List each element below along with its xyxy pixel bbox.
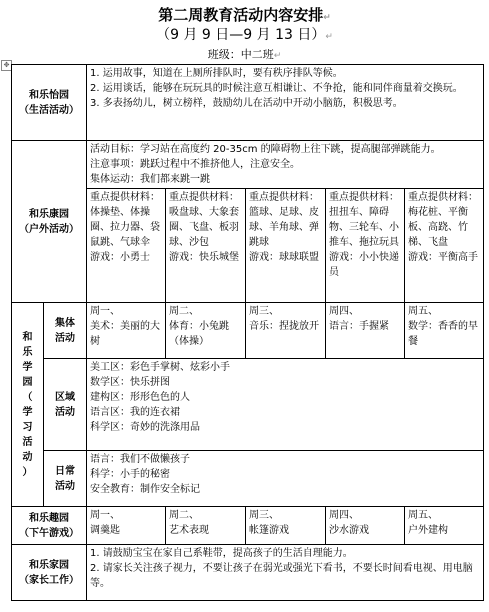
games-day-cell [326, 507, 405, 545]
family-section-label [12, 545, 87, 601]
games-section-label [12, 507, 87, 545]
games-name: 和乐趣园 [29, 512, 69, 524]
outdoor-column [326, 189, 405, 303]
games-day-cell [87, 507, 166, 545]
title-text: 第二周教育活动内容安排 [158, 6, 324, 24]
outdoor-subname: （户外活动） [19, 223, 79, 235]
learning-name-char: 园 [22, 376, 33, 388]
family-content [87, 545, 484, 601]
day-content: 艺术表现 [169, 525, 209, 536]
learning-name-char: 学 [22, 361, 33, 373]
group-activity-label [44, 303, 87, 359]
day-label: 周三、 [249, 510, 279, 521]
life-item: 2. 运用谈话，能够在玩玩具的时候注意互相谦让、不争抢，能和同伴商量着交换玩。 [90, 83, 463, 94]
family-row [12, 545, 484, 601]
life-section-label [12, 65, 87, 141]
class-line [0, 48, 489, 63]
outdoor-game: 游戏：球球联盟 [249, 252, 319, 263]
outdoor-goal: 活动目标：学习站在高度约 20-35cm 的障碍物上往下跳，提高腿部弹跳能力。 [90, 144, 441, 155]
learning-name-char: 乐 [22, 346, 33, 358]
life-row [12, 65, 484, 141]
area-label-line: 区域 [55, 391, 75, 403]
outdoor-materials: 重点提供材料：篮球、足球、皮球、羊角球、弹跳球 [249, 192, 319, 248]
outdoor-game: 游戏：小勇士 [90, 252, 150, 263]
paragraph-mark-icon: ↵ [325, 32, 333, 42]
day-label: 周一、 [90, 510, 120, 521]
family-subname: （家长工作） [19, 574, 79, 586]
outdoor-game: 游戏：平衡高手 [408, 252, 478, 263]
group-day-cell [166, 303, 246, 359]
area-label-line: 活动 [55, 406, 75, 418]
area-item: 建构区：形形色色的人 [90, 392, 190, 403]
day-content: 户外建构 [408, 525, 448, 536]
outdoor-name: 和乐康园 [29, 208, 69, 220]
group-label-line: 集体 [55, 317, 75, 329]
group-day-cell [246, 303, 326, 359]
learning-areas-row [12, 359, 484, 451]
day-label: 周五、 [408, 510, 438, 521]
family-item: 2. 请家长关注孩子视力，不要让孩子在弱光或强光下看书，不要长时间看电视、用电脑等。 [90, 563, 473, 589]
learning-name-char: 习 [22, 421, 33, 433]
daily-activity-label [44, 451, 87, 507]
paragraph-mark-icon: ↵ [323, 13, 331, 23]
area-item: 数学区：快乐拼图 [90, 377, 170, 388]
day-label: 周四、 [329, 510, 359, 521]
outdoor-materials: 重点提供材料：吸盘球、大象套圈、飞盘、板羽球、沙包 [169, 192, 239, 248]
group-day-cell [87, 303, 166, 359]
learning-name-char: 动 [22, 451, 33, 463]
outdoor-game: 游戏：小小快递员 [329, 252, 399, 278]
day-label: 周五、 [408, 306, 438, 317]
paragraph-mark-icon: ↵ [273, 51, 282, 61]
day-label: 周三、 [249, 306, 279, 317]
area-item: 科学区：奇妙的洗涤用品 [90, 422, 200, 433]
group-label-line: 活动 [55, 332, 75, 344]
day-content: 美术：美丽的大树 [90, 321, 160, 347]
group-day-cell [405, 303, 484, 359]
group-day-cell [326, 303, 405, 359]
family-item: 1. 请鼓励宝宝在家自己系鞋带，提高孩子的生活自理能力。 [90, 548, 353, 559]
learning-name-char: 学 [22, 406, 33, 418]
outdoor-group-sport: 集体运动：我们都来跳一跳 [90, 174, 210, 185]
schedule-table [11, 64, 484, 601]
daily-item: 安全教育：制作安全标记 [90, 484, 200, 495]
learning-group-row [12, 303, 484, 359]
daily-item: 科学：小手的秘密 [90, 469, 170, 480]
outdoor-materials: 重点提供材料：扭扭车、障碍物、三轮车、小推车、拖拉玩具 [329, 192, 399, 248]
outdoor-notice: 注意事项：跳跃过程中不推挤他人，注意安全。 [90, 159, 300, 170]
area-item: 语言区：我的连衣裙 [90, 407, 180, 418]
life-subname: （生活活动） [19, 104, 79, 116]
page-subtitle [0, 26, 489, 46]
learning-name-char: （ [22, 391, 33, 403]
learning-name-char: 和 [22, 331, 33, 343]
area-activity-label [44, 359, 87, 451]
outdoor-column [246, 189, 326, 303]
life-item: 1. 运用故事，知道在上厕所排队时，要有秩序排队等候。 [90, 68, 343, 79]
day-content: 数学：香香的早餐 [408, 321, 478, 347]
daily-content [87, 451, 484, 507]
family-name: 和乐家园 [29, 559, 69, 571]
life-name: 和乐怡园 [29, 89, 69, 101]
subtitle-text: （9 月 9 日—9 月 13 日） [156, 27, 326, 43]
day-label: 周二、 [169, 306, 199, 317]
day-content: 调羹匙 [90, 525, 120, 536]
outdoor-goal-cell [87, 141, 484, 189]
area-item: 美工区：彩色手掌树、炫彩小手 [90, 362, 230, 373]
outdoor-column [87, 189, 166, 303]
learning-section-label [12, 303, 44, 507]
games-subname: （下午游戏） [19, 527, 79, 539]
daily-label-line: 活动 [55, 480, 75, 492]
life-item: 3. 多表扬幼儿，树立榜样，鼓励幼儿在活动中开动小脑筋，积极思考。 [90, 98, 403, 109]
day-content: 语言：手握紧 [329, 321, 389, 332]
table-move-handle-icon[interactable]: ✥ [1, 60, 12, 71]
day-content: 体育：小兔跳（体操） [169, 321, 229, 347]
games-day-cell [405, 507, 484, 545]
life-content [87, 65, 484, 141]
class-text: 班级：中二班 [207, 48, 274, 61]
learning-name-char: 活 [22, 436, 33, 448]
outdoor-goal-row [12, 141, 484, 189]
games-day-cell [246, 507, 326, 545]
outdoor-section-label [12, 141, 87, 303]
day-content: 沙水游戏 [329, 525, 369, 536]
page-title [0, 6, 489, 27]
day-label: 周二、 [169, 510, 199, 521]
day-content: 音乐：捏拢放开 [249, 321, 319, 332]
outdoor-column [166, 189, 246, 303]
outdoor-column [405, 189, 484, 303]
day-label: 周四、 [329, 306, 359, 317]
daily-label-line: 日常 [55, 465, 75, 477]
day-content: 帐篷游戏 [249, 525, 289, 536]
area-content [87, 359, 484, 451]
outdoor-materials: 重点提供材料：体操垫、体操圈、拉力器、袋鼠跳、气球伞 [90, 192, 160, 248]
games-day-cell [166, 507, 246, 545]
learning-name-char: ） [22, 466, 33, 478]
day-label: 周一、 [90, 306, 120, 317]
games-row [12, 507, 484, 545]
daily-item: 语言：我们不做懒孩子 [90, 454, 190, 465]
outdoor-materials: 重点提供材料：梅花桩、平衡板、高跷、竹梯、飞盘 [408, 192, 478, 248]
outdoor-game: 游戏：快乐城堡 [169, 252, 239, 263]
learning-daily-row [12, 451, 484, 507]
